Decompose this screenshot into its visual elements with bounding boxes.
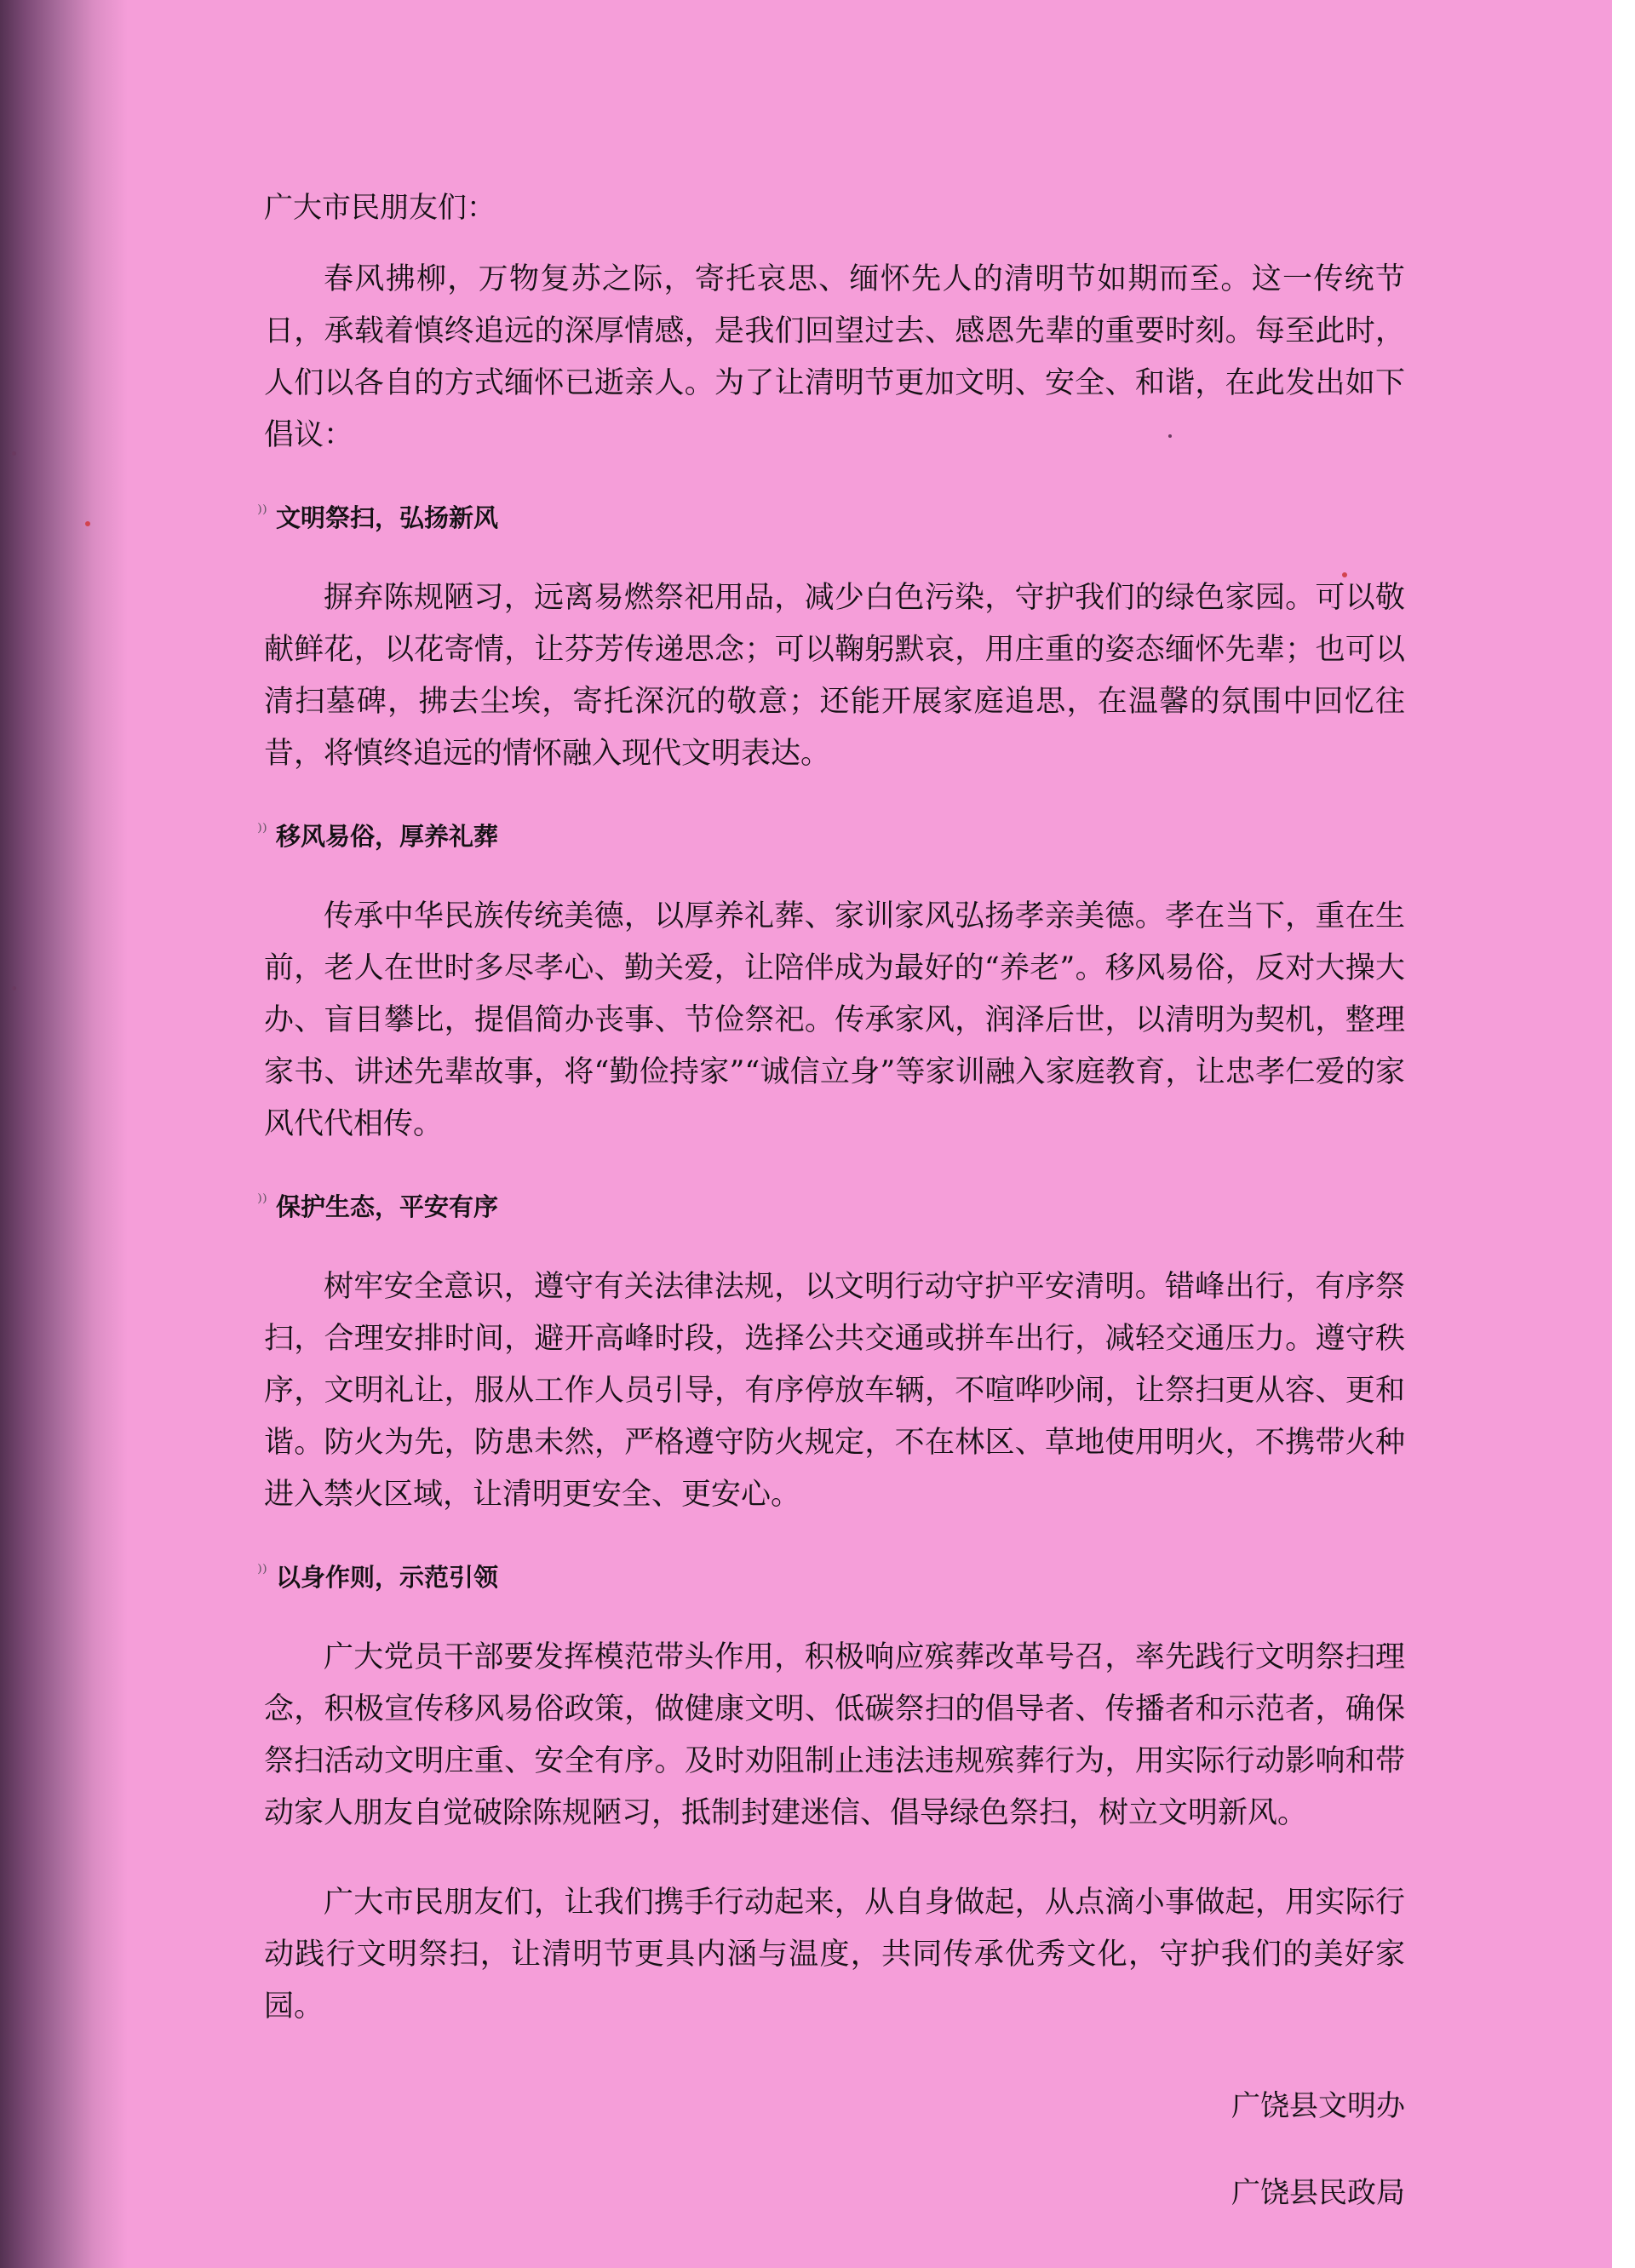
section-heading-2 [257,819,1405,853]
heading-mark-icon: ⁾⁾ [257,501,267,525]
salutation: 广大市民朋友们： [264,191,496,225]
closing-paragraph: 广大市民朋友们，让我们携手行动起来，从自身做起，从点滴小事做起，用实际行动践行文明祭扫，让清明节更具内涵与温度，共同传承优秀文化，守护我们的美好家园。 [264,1886,1405,2024]
scan-speck [85,521,90,526]
section-heading-text: 以身作则，示范引领 [276,1563,499,1592]
section-heading-3 [257,1190,1405,1224]
section-paragraph-4: 广大党员干部要发挥模范带头作用，积极响应殡葬改革号召，率先践行文明祭扫理念，积极宣传移风易俗政策，做健康文明、低碳祭扫的倡导者、传播者和示范者，确保祭扫活动文明庄重、安全有序。及时劝阻制止违法违规殡葬行为，用实际行动影响和带动家人朋友自觉破除陈规陋习，抵制封建迷信、倡导绿色祭扫，树立文明新风。 [264,1640,1405,1830]
section-heading-text: 移风易俗，厚养礼葬 [276,822,499,851]
scan-speck [12,451,16,456]
section-heading-4 [257,1560,1405,1594]
signature-civil-affairs-bureau: 广饶县民政局 [1231,2176,1405,2210]
section-heading-text: 保护生态，平安有序 [276,1192,499,1221]
heading-mark-icon: ⁾⁾ [257,1190,267,1214]
scan-margin [1612,0,1635,2268]
section-paragraph-2: 传承中华民族传统美德，以厚养礼葬、家训家风弘扬孝亲美德。孝在当下，重在生前，老人在世时多尽孝心、勤关爱，让陪伴成为最好的“养老”。移风易俗，反对大操大办、盲目攀比，提倡简办丧事、节俭祭祀。传承家风，润泽后世，以清明为契机，整理家书、讲述先辈故事，将“勤俭持家”“诚信立身”等家训融入家庭教育，让忠孝仁爱的家风代代相传。 [264,899,1405,1141]
section-heading-1 [257,501,1405,535]
section-paragraph-1: 摒弃陈规陋习，远离易燃祭祀用品，减少白色污染，守护我们的绿色家园。可以敬献鲜花，以花寄情，让芬芳传递思念；可以鞠躬默哀，用庄重的姿态缅怀先辈；也可以清扫墓碑，拂去尘埃，寄托深沉的敬意；还能开展家庭追思，在温馨的氛围中回忆往昔，将慎终追远的情怀融入现代文明表达。 [264,581,1405,771]
heading-mark-icon: ⁾⁾ [257,1560,267,1584]
heading-mark-icon: ⁾⁾ [257,819,267,843]
section-paragraph-3: 树牢安全意识，遵守有关法律法规，以文明行动守护平安清明。错峰出行，有序祭扫，合理安排时间，避开高峰时段，选择公共交通或拼车出行，减轻交通压力。遵守秩序，文明礼让，服从工作人员引导，有序停放车辆，不喧哗吵闹，让祭扫更从容、更和谐。防火为先，防患未然，严格遵守防火规定，不在林区、草地使用明火，不携带火种进入禁火区域，让清明更安全、更安心。 [264,1270,1405,1512]
section-heading-text: 文明祭扫，弘扬新风 [276,503,499,532]
intro-paragraph: 春风拂柳，万物复苏之际，寄托哀思、缅怀先人的清明节如期而至。这一传统节日，承载着慎终追远的深厚情感，是我们回望过去、感恩先辈的重要时刻。每至此时，人们以各自的方式缅怀已逝亲人。为了让清明节更加文明、安全、和谐，在此发出如下倡议： [264,262,1405,452]
letter-body [257,187,1405,2213]
signature-civilization-office: 广饶县文明办 [1231,2089,1405,2123]
scan-speck [12,986,16,990]
scan-edge-shadow [0,0,128,2268]
